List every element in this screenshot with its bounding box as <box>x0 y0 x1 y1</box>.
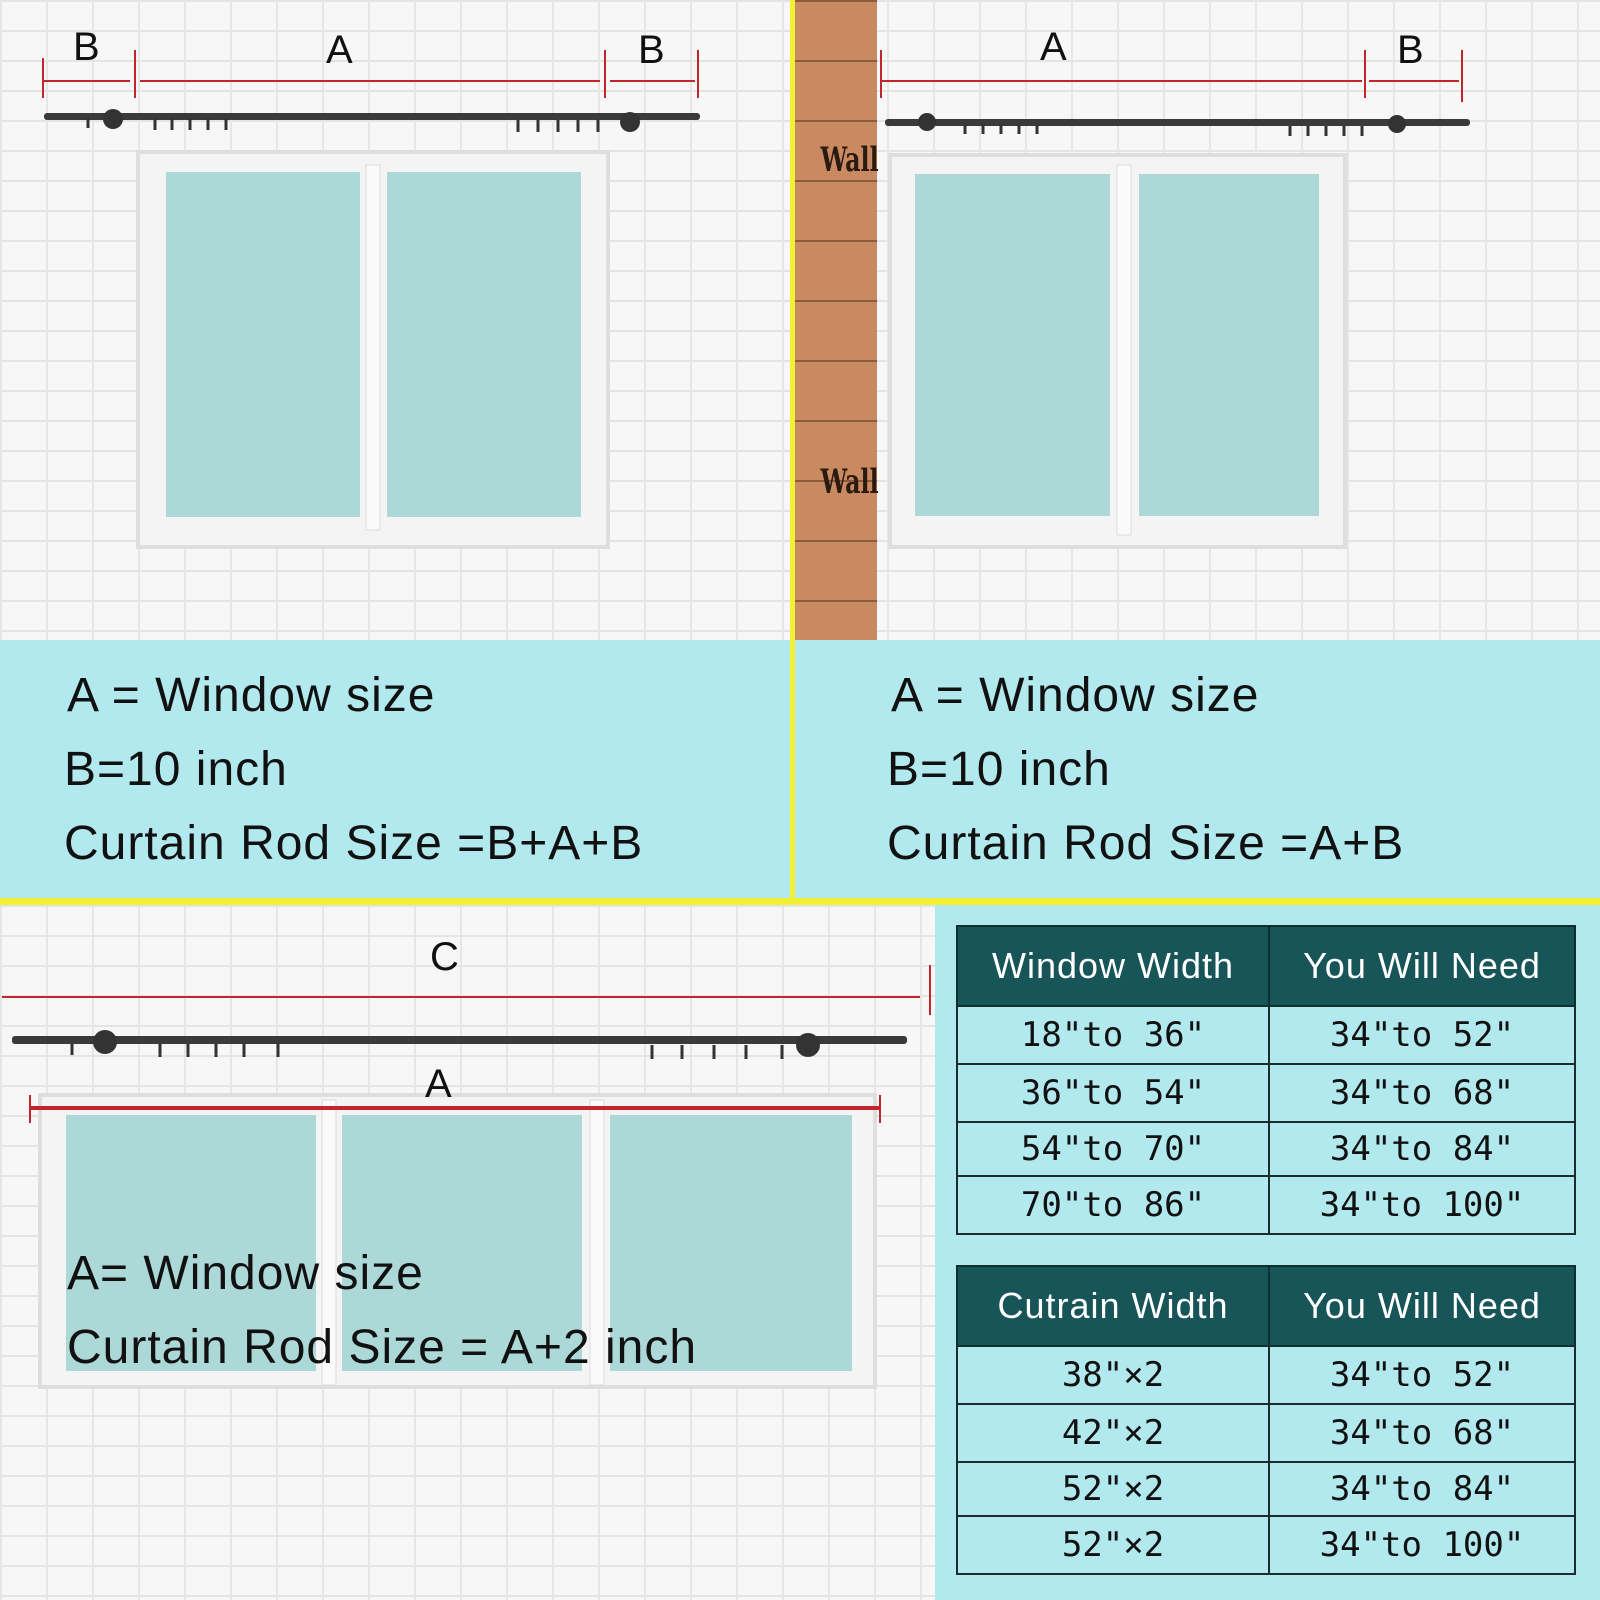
table-cell: 36"to 54" <box>957 1064 1269 1122</box>
caption-tr-line3: Curtain Rod Size =A+B <box>887 817 1405 870</box>
caption-tr-line2: B=10 inch <box>887 743 1111 796</box>
caption-tl-line2: B=10 inch <box>64 743 288 796</box>
dim-label-c: C <box>430 935 459 979</box>
dimension-line-c <box>2 965 930 1015</box>
table-cell: 34"to 84" <box>1269 1462 1575 1516</box>
table-cell: 52"×2 <box>957 1516 1269 1574</box>
dim-label-a: A <box>326 28 353 72</box>
table-cell: 34"to 68" <box>1269 1064 1575 1122</box>
window-top-left <box>138 152 608 547</box>
dimension-lines-top-right <box>881 50 1462 102</box>
table-cell: 18"to 36" <box>957 1006 1269 1064</box>
table-header-curtain-width: Cutrain Width <box>957 1266 1269 1346</box>
curtain-width-table <box>956 1265 1576 1575</box>
window-top-right <box>890 155 1345 547</box>
table-header-you-will-need: You Will Need <box>1269 1266 1575 1346</box>
caption-bl-line1: A= Window size <box>67 1247 424 1300</box>
table-cell: 70"to 86" <box>957 1176 1269 1234</box>
divider-vertical-top <box>790 0 795 902</box>
table-header-window-width: Window Width <box>957 926 1269 1006</box>
window-width-table <box>956 925 1576 1235</box>
table-cell: 38"×2 <box>957 1346 1269 1404</box>
panel-top-left-diagram <box>0 0 790 640</box>
dim-label-b-right-panel: B <box>1397 28 1424 72</box>
table-cell: 34"to 84" <box>1269 1122 1575 1176</box>
caption-tl-line3: Curtain Rod Size =B+A+B <box>64 817 644 870</box>
caption-tl-line1: A = Window size <box>67 669 436 722</box>
table-cell: 34"to 68" <box>1269 1404 1575 1462</box>
dim-label-b-right: B <box>638 28 665 72</box>
table-cell: 52"×2 <box>957 1462 1269 1516</box>
table-cell: 34"to 52" <box>1269 1006 1575 1064</box>
table-header-you-will-need: You Will Need <box>1269 926 1575 1006</box>
panel-top-right-diagram <box>877 0 1600 640</box>
table-cell: 54"to 70" <box>957 1122 1269 1176</box>
table-cell: 34"to 100" <box>1269 1516 1575 1574</box>
dim-label-a-right-panel: A <box>1040 25 1067 69</box>
divider-horizontal <box>0 898 1600 905</box>
curtain-rod-top-right <box>885 113 1470 136</box>
dim-label-a-bottom: A <box>425 1062 452 1106</box>
wall-label-upper: Wall <box>820 140 879 180</box>
table-cell: 42"×2 <box>957 1404 1269 1462</box>
dimension-lines-top-left <box>43 50 698 98</box>
wall-label-lower: Wall <box>820 462 879 502</box>
caption-tr-line1: A = Window size <box>891 669 1260 722</box>
dim-label-b-left: B <box>73 25 100 69</box>
table-cell: 34"to 52" <box>1269 1346 1575 1404</box>
caption-bl-line2: Curtain Rod Size = A+2 inch <box>67 1321 698 1374</box>
curtain-rod-bottom <box>12 1030 907 1059</box>
curtain-rod-top-left <box>44 109 700 132</box>
side-wall-column <box>795 0 877 640</box>
table-cell: 34"to 100" <box>1269 1176 1575 1234</box>
